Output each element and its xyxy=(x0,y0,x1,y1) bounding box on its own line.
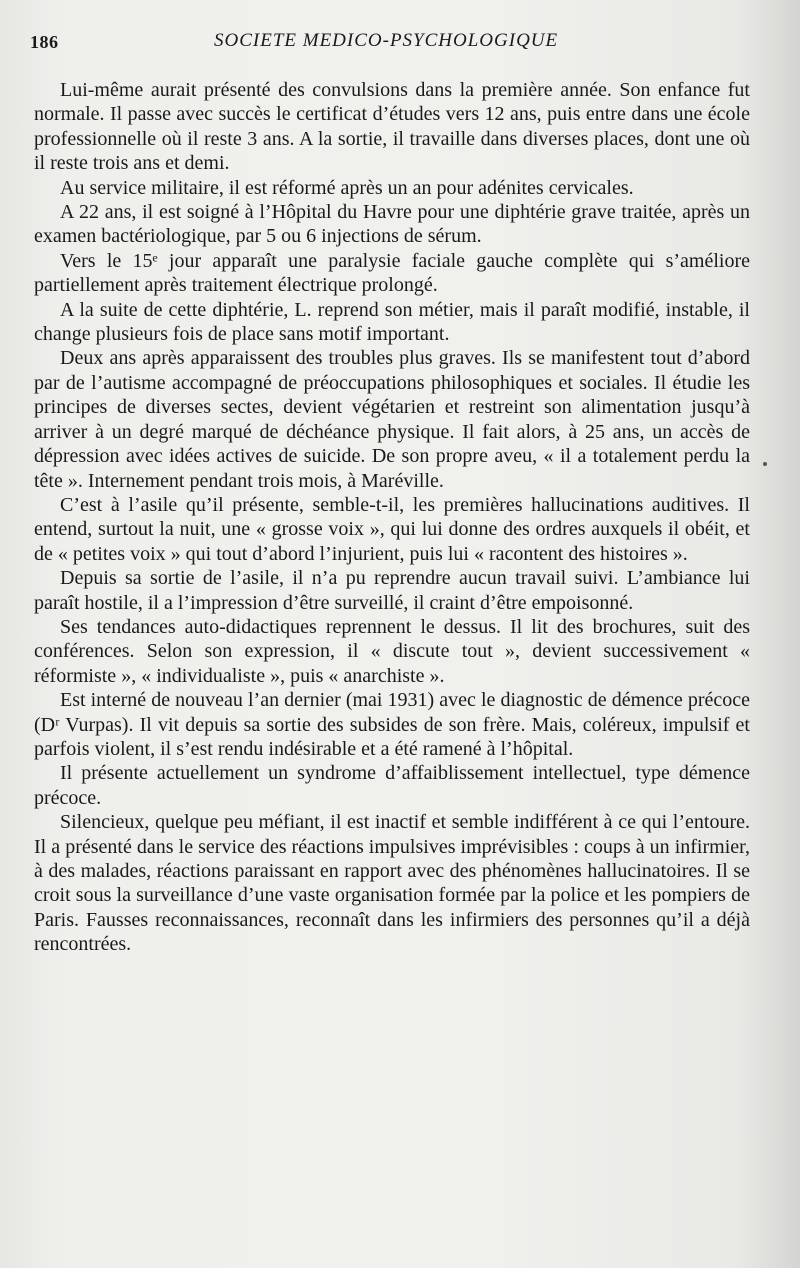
running-head: SOCIETE MEDICO-PSYCHOLOGIQUE xyxy=(214,30,559,51)
paragraph: C’est à l’asile qu’il présente, semble-t-il, les premières hallucinations auditives. Il entend, surtout la nuit, une « grosse voix », qui lui donne des ordres auxquels il obéit, et de « petites voix » qui tout d’abord l’injurient, puis lui « racontent des histoires ». xyxy=(34,493,750,565)
paragraph: Au service militaire, il est réformé après un an pour adénites cervicales. xyxy=(60,176,634,199)
paragraph: Silencieux, quelque peu méfiant, il est inactif et semble indifférent à ce qui l’entoure. Il a présenté dans le service des réactions impulsives imprévisibles : coups à un infirmier, à des malades, réactions paraissant en rapport avec des phénomènes hallucinatoires. Il se croit sous la surveillance d’une vaste organisation formée par la police et les pompiers de Paris. Fausses reconnaissances, reconnaît dans les infirmiers des personnes qu’il a déjà rencontrées. xyxy=(34,811,750,956)
paragraph: Est interné de nouveau l’an dernier (mai 1931) avec le diagnostic de démence précoce (Dʳ Vurpas). Il vit depuis sa sortie des subsides de son frère. Mais, coléreux, impulsif et parfois violent, il s’est rendu indésirable et a été ramené à l’hôpital. xyxy=(34,689,750,760)
paragraph: A la suite de cette diphtérie, L. reprend son métier, mais il paraît modifié, instable, il change plusieurs fois de place sans motif important. xyxy=(34,298,750,346)
paragraph: Depuis sa sortie de l’asile, il n’a pu reprendre aucun travail suivi. L’ambiance lui paraît hostile, il a l’impression d’être surveillé, il craint d’être empoisonné. xyxy=(34,567,750,614)
paragraph: Deux ans après apparaissent des troubles plus graves. Ils se manifestent tout d’abord par de l’autisme accompagné de préoccupations philosophiques et sociales. Il étudie les principes de diverses sectes, devient végétarien et restreint son alimentation jusqu’à arriver à un degré marqué de déchéance physique. Il fait alors, à 25 ans, un accès de dépression avec idées actives de suicide. De son propre aveu, « il a totalement perdu la tête ». Internement pendant trois mois, à Maréville. xyxy=(34,347,750,492)
paragraph: Vers le 15ᵉ jour apparaît une paralysie faciale gauche complète qui s’améliore partiellement après traitement électrique prolongé. xyxy=(34,249,750,297)
paragraph: A 22 ans, il est soigné à l’Hôpital du Havre pour une diphtérie grave traitée, après un examen bactériologique, par 5 ou 6 injections de sérum. xyxy=(34,201,750,248)
page-header xyxy=(30,30,760,56)
page-number: 186 xyxy=(30,32,59,52)
paragraph: Ses tendances auto-didactiques reprennent le dessus. Il lit des brochures, suit des conférences. Selon son expression, il « discute tout », devient successivement « réformiste », « individualiste », puis « anarchiste ». xyxy=(34,615,750,687)
ink-speck xyxy=(763,462,767,466)
body-text xyxy=(34,78,750,957)
paragraph: Il présente actuellement un syndrome d’affaiblissement intellectuel, type démence précoce. xyxy=(34,762,750,809)
paragraph: Lui-même aurait présenté des convulsions dans la première année. Son enfance fut normale. Il passe avec succès le certificat d’études vers 12 ans, puis entre dans une école professionnelle où il reste 3 ans. A la sortie, il travaille dans diverses places, dont une où il reste trois ans et demi. xyxy=(34,79,750,175)
